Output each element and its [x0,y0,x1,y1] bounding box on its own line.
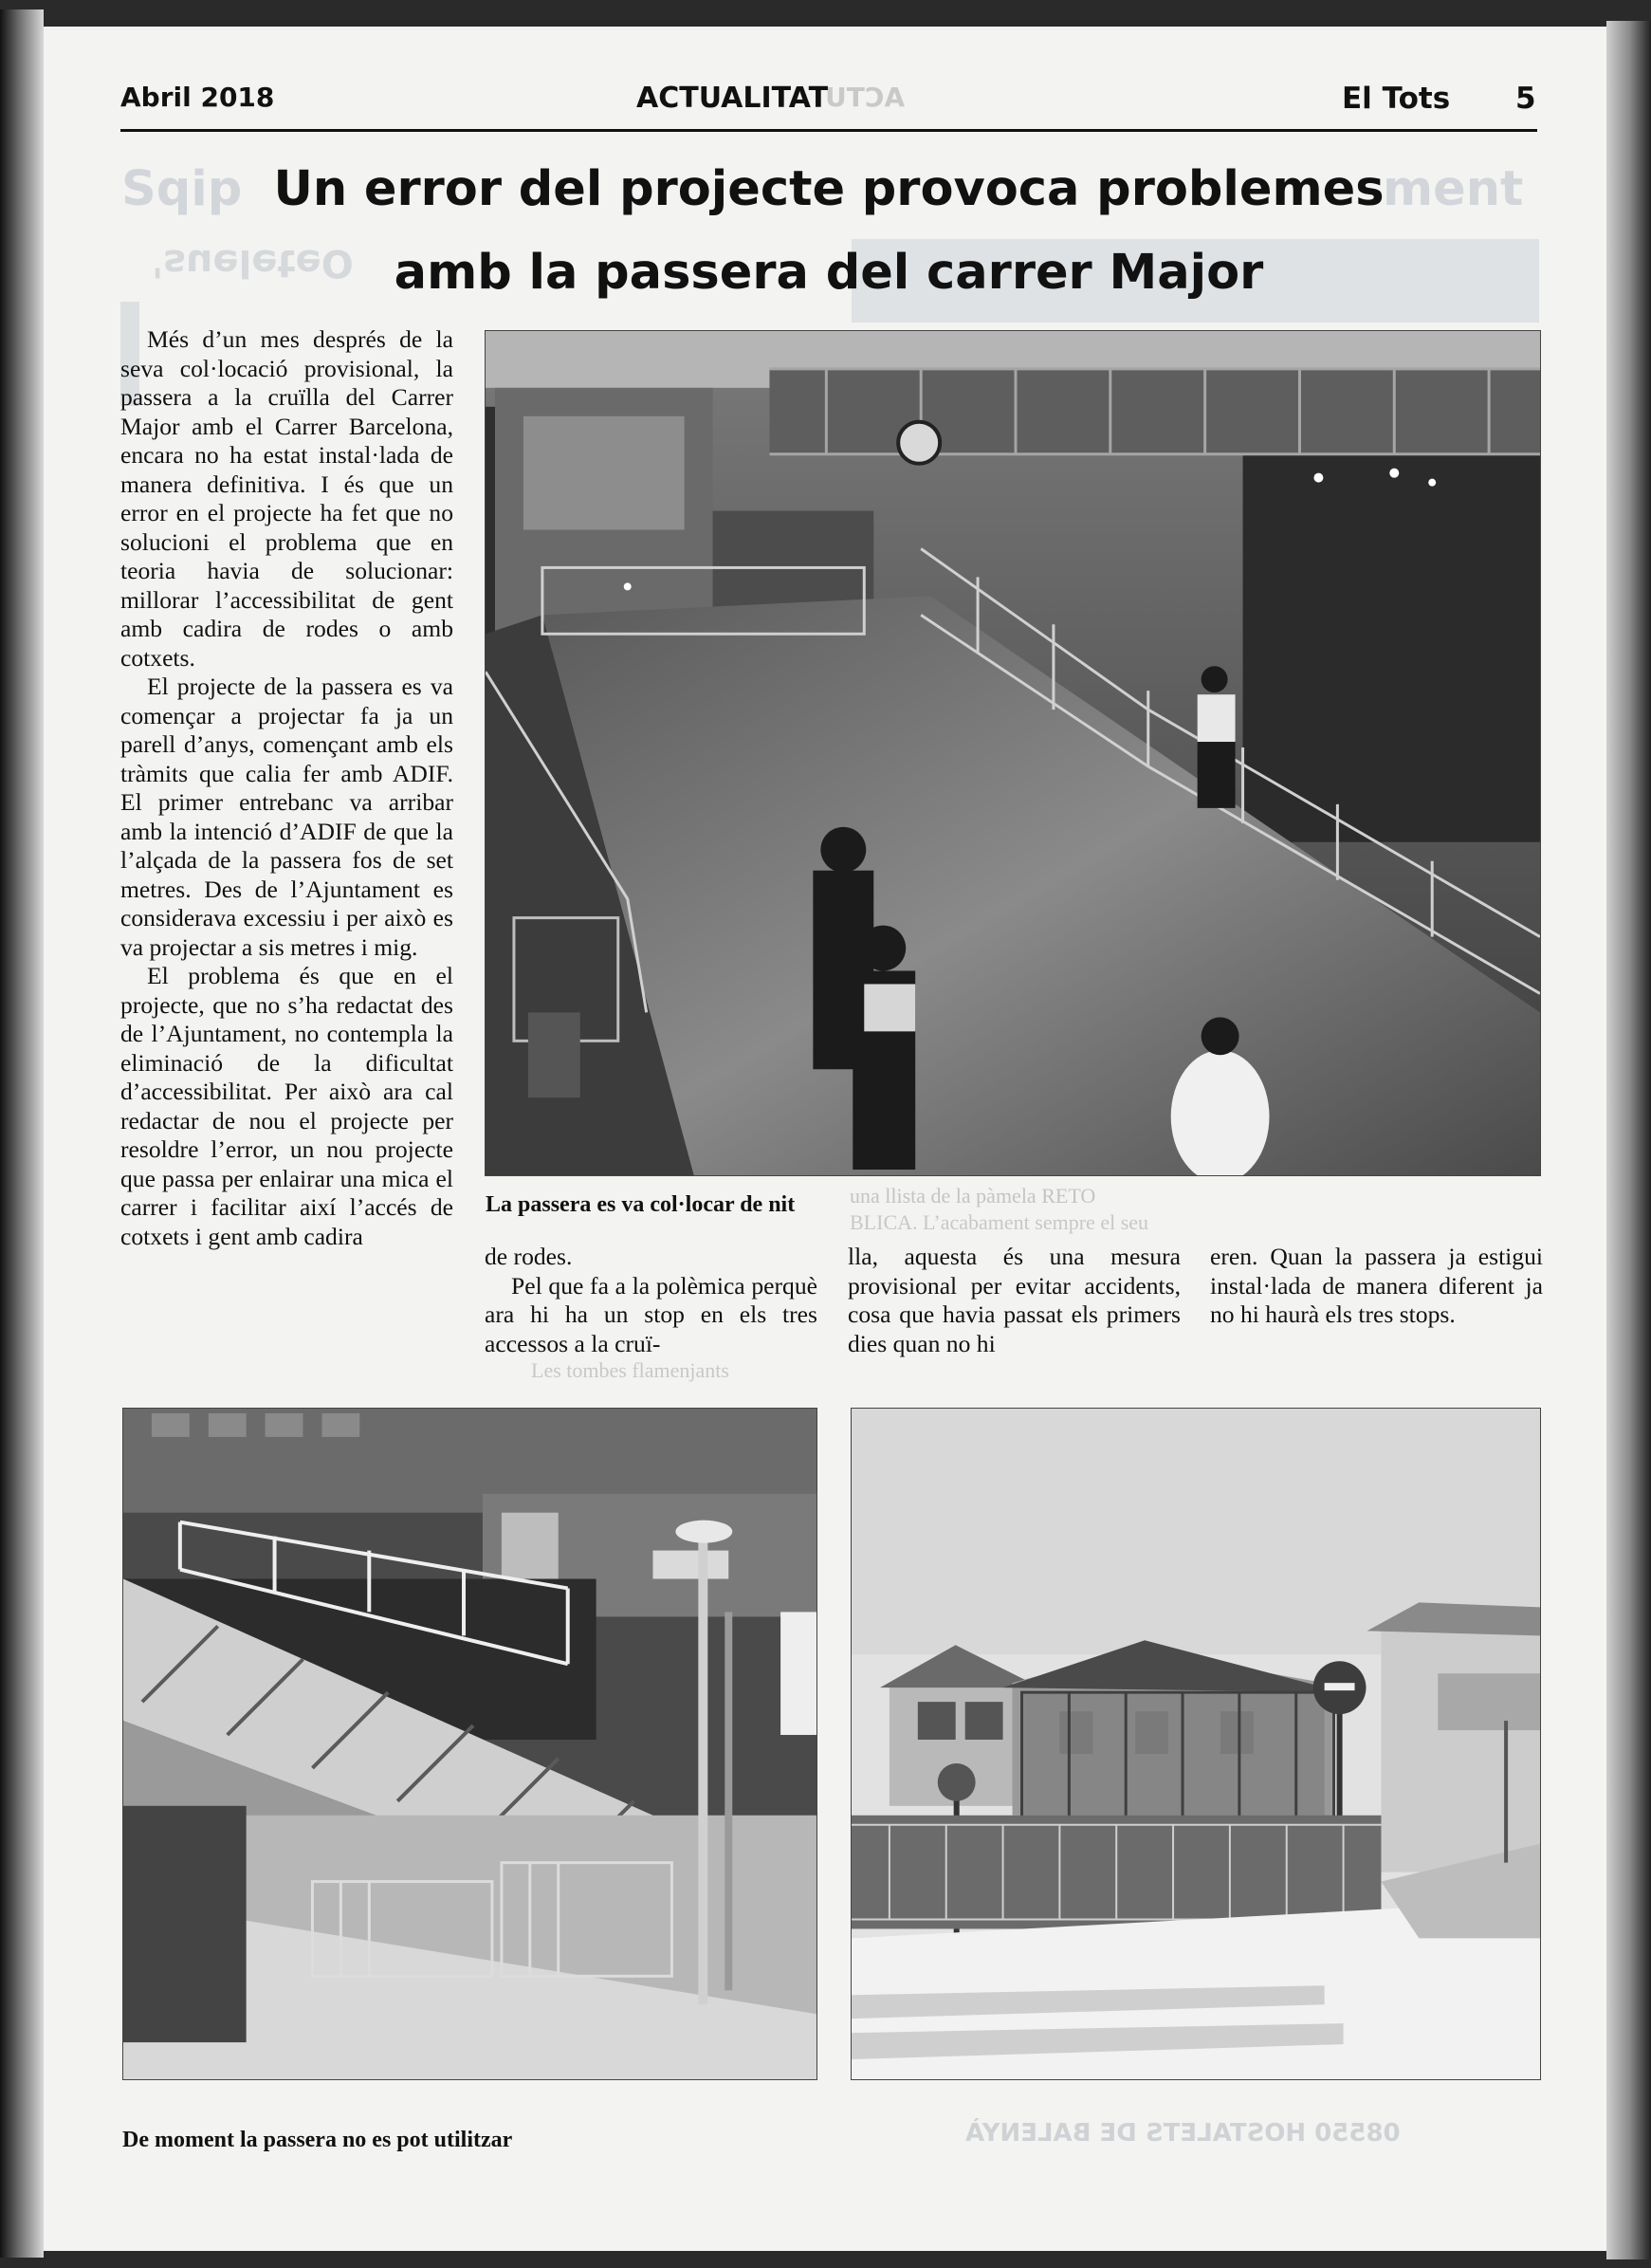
caption-top-photo: La passera es va col·locar de nit [486,1192,796,1217]
paragraph: lla, aquesta és una mesura provisional per evitar accidents, cosa que havia passat els primers dies quan no hi [848,1243,1181,1357]
show-through-side-text-2: BLICA. L’acabament sempre el seu [850,1210,1149,1234]
ramp-photo-illustration [123,1409,816,2079]
paragraph: Pel que fa a la polèmica perquè ara hi ha un stop en els tres accessos a la cruï- [485,1271,817,1357]
caption-bottom-photos: De moment la passera no es pot utilitzar [122,2128,513,2152]
photo-passera-ramp [122,1408,817,2080]
paragraph: eren. Quan la passera ja estigui instal·lada de manera diferent ja no hi haurà els tres stops. [1210,1243,1543,1328]
night-photo-illustration [486,331,1540,1175]
paragraph: Més d’un mes després de la seva col·locació provisional, la passera a la cruïlla del Carrer Major amb el Carrer Barcelona, encara no ha estat instal·lada de manera definitiva. I és que un error en el projecte ha fet que no solucioni el problema que en teoria havia de solucionar: millorar l’accessibilitat de gent amb cadira de rodes o amb cotxets. [120,325,453,672]
issue-date: Abril 2018 [120,82,275,113]
headline-line-2: amb la passera del carrer Major [394,245,1264,301]
article-column-3 [848,1243,1181,1358]
show-through-side-text-3: Les tombes flamenjants [531,1358,729,1382]
page-number: 5 [1515,82,1536,116]
paragraph: El problema és que en el projecte, que no s’ha redactat des de l’Ajuntament, no contempla la eliminació de la dificultat d’accessibilitat. Per això ara cal redactar de nou el projecte per resoldre l’error, un nou projecte que passa per enlairar una mica el carrer i facilitar així l’accés de cotxets i gent amb cadira [120,962,453,1250]
street-photo-illustration [852,1409,1540,2079]
show-through-title-left: Sqip [121,161,243,217]
show-through-footer: 08550 HOSTALETS DE BALENYÀ [965,2119,1401,2148]
show-through-title2-left: 'sueleteO [152,241,354,285]
section-name: ACTUALITAT [636,82,829,115]
article-column-4 [1210,1243,1543,1330]
show-through-title-right: ment [1383,161,1524,217]
paragraph: de rodes. [485,1243,573,1270]
article-column-2 [485,1243,817,1358]
show-through-header: ACTU [825,82,906,113]
binding-edge-right [1606,21,1651,2259]
photo-night-installation [485,330,1541,1176]
headline-line-1: Un error del projecte provoca problemes [273,161,1385,217]
show-through-side-text-1: una llista de la pàmela RETO [850,1184,1096,1208]
paragraph: El projecte de la passera es va començar a projectar fa ja un parell d’anys, començant amb els tràmits que calia fer amb ADIF. El primer entrebanc va arribar amb la intenció d’ADIF de que la l’alçada de la passera fos de set metres. Des de l’Ajuntament es considerava excessiu i per això es va projectar a sis metres i mig. [120,673,453,961]
header-rule [120,129,1537,132]
publication-name: El Tots [1342,82,1451,116]
photo-crossing-street [851,1408,1541,2080]
article-column-1 [120,325,453,1251]
binding-edge-left [0,9,44,2258]
